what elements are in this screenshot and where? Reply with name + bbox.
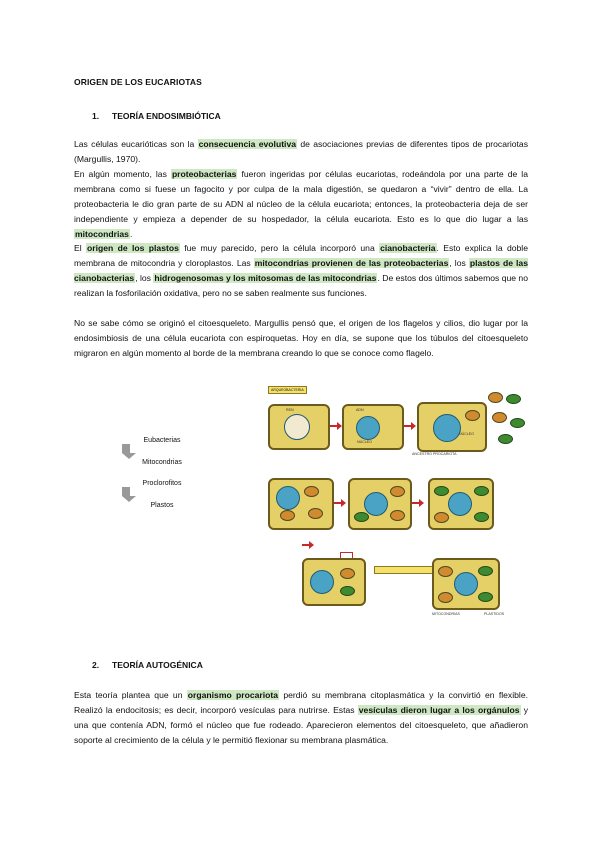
text-run: . De estos dos últimos sabemos que no realizan la fosforilación oxidativa, pero no se saben realmente sus funciones. bbox=[74, 273, 528, 298]
plastid bbox=[506, 394, 521, 404]
nucleus bbox=[310, 570, 334, 594]
dna-region bbox=[284, 414, 310, 440]
plastid bbox=[340, 586, 355, 596]
text-run: de asociaciones previas de diferentes tipos de procariotas (Margullis, 1970). bbox=[74, 139, 529, 164]
text-run: . Esto explica la doble membrana de mitocondria y cloroplastos. Las bbox=[74, 243, 528, 268]
text-run: y una que contenía ADN, formó el núcleo que fue rodeado. Aparecieron elementos del citoesqueleto, que añadieron soporte al crecimiento de la célula y le permitió flexionar su membrana plasmática. bbox=[74, 705, 528, 745]
mitochondrion bbox=[280, 510, 295, 521]
cell-3 bbox=[417, 402, 487, 452]
nucleus bbox=[276, 486, 300, 510]
section2-paragraph-1 bbox=[74, 688, 528, 748]
text-run: fue muy parecido, pero la célula incorporó una bbox=[179, 243, 380, 253]
text-run: Las células eucarióticas son la bbox=[74, 139, 198, 149]
mitochondrion bbox=[465, 410, 480, 421]
figure-label-nucleo-2: NÚCLEO bbox=[459, 432, 474, 436]
nucleus bbox=[454, 572, 478, 596]
section1-paragraph-2 bbox=[74, 167, 528, 242]
highlighted-term: plastos de las cianobacterias bbox=[74, 258, 528, 283]
figure-label-arqueo: ARQUEOBACTERIA bbox=[268, 386, 307, 394]
cell-7 bbox=[302, 558, 366, 606]
nucleus bbox=[364, 492, 388, 516]
origin-flow-diagram bbox=[122, 437, 202, 509]
highlighted-term: hidrogenosomas y los mitosomas de las mitocondrias bbox=[154, 273, 377, 283]
section2-title: TEORÍA AUTOGÉNICA bbox=[112, 660, 203, 670]
cell-4 bbox=[268, 478, 334, 530]
flow-eubacterias: Eubacterias bbox=[143, 437, 181, 444]
flow-arrow-2 bbox=[122, 487, 202, 502]
flow-arrow-1 bbox=[122, 444, 202, 459]
plastid bbox=[434, 486, 449, 496]
figure-label-nucleo-1: NÚCLEO bbox=[357, 440, 372, 444]
figure-label-plastidos: PLASTIDOS bbox=[484, 612, 505, 616]
text-run: perdió su membrana citoplasmática y la convirtió en flexible. Realizó la endocitosis; es decir, incorporó vesículas para nutrirse. Estas bbox=[74, 690, 528, 715]
text-run: El bbox=[74, 243, 86, 253]
flow-proclorofitos: Proclorofitos bbox=[142, 480, 182, 487]
plastid bbox=[478, 566, 493, 576]
nucleus bbox=[448, 492, 472, 516]
section2-heading bbox=[92, 660, 203, 670]
figure-label-mitocondrias: MITOCONDRIAS bbox=[432, 612, 460, 616]
mitochondrion bbox=[488, 392, 503, 403]
figure-arrow bbox=[404, 425, 412, 427]
endosymbiosis-figure bbox=[262, 382, 532, 622]
flow-mitocondrias: Mitocondrias bbox=[142, 459, 182, 466]
mitochondrion bbox=[390, 510, 405, 521]
text-run: fueron ingeridas por células eucariotas, rodeándola por una parte de la membrana como si fuese un fagocito y por culpa de la mala digestión, se quedaron a “vivir” dentro de ella. La proteobacteria le dio gran parte de su ADN al núcleo de la célula eucariota; entonces, la proteobacteria deja de ser independiente y empieza a depender de su hospedador, la célula eucariota. Esto es lo que dio lugar a las bbox=[74, 169, 528, 224]
mitochondrion bbox=[434, 512, 449, 523]
cell-1 bbox=[268, 404, 330, 450]
text-run: . bbox=[129, 229, 133, 239]
mitochondrion bbox=[492, 412, 507, 423]
highlighted-term: organismo procariota bbox=[187, 690, 279, 700]
figure-label-adn: ADN bbox=[356, 408, 364, 412]
mitochondrion bbox=[390, 486, 405, 497]
section1-title: TEORÍA ENDOSIMBIÓTICA bbox=[112, 111, 221, 121]
cell-5 bbox=[348, 478, 412, 530]
text-run: , los bbox=[135, 273, 154, 283]
highlighted-term: mitocondrias provienen de las proteobacterias bbox=[254, 258, 449, 268]
plastid bbox=[510, 418, 525, 428]
nucleus bbox=[433, 414, 461, 442]
mitochondrion bbox=[438, 566, 453, 577]
text-run: Esta teoría plantea que un bbox=[74, 690, 187, 700]
mitochondrion bbox=[438, 592, 453, 603]
nucleus bbox=[356, 416, 380, 440]
cell-2 bbox=[342, 404, 404, 450]
plastid bbox=[474, 512, 489, 522]
highlighted-term: origen de los plastos bbox=[87, 243, 179, 253]
text-run: No se sabe cómo se originó el citoesqueleto. Margullis pensó que, el origen de los flagelos y cilios, dio lugar por la endosimbiosis de una célula eucariota con espiroquetas. Hoy en día, se supone que los túbulos del citoesqueleto migraron en algún momento al borde de la membrana creando lo que se conoce como flagelo. bbox=[74, 318, 528, 358]
figure-arrow bbox=[412, 502, 420, 504]
page-title: ORIGEN DE LOS EUCARIOTAS bbox=[74, 77, 202, 87]
cell-8 bbox=[432, 558, 500, 610]
mitochondrion bbox=[304, 486, 319, 497]
text-run: En algún momento, las bbox=[74, 169, 171, 179]
mitochondrion bbox=[340, 568, 355, 579]
figure-label-ren: REN bbox=[286, 408, 294, 412]
figure-arrow bbox=[330, 425, 338, 427]
text-run: , los bbox=[449, 258, 469, 268]
cell-6 bbox=[428, 478, 494, 530]
highlighted-term: proteobacterias bbox=[171, 169, 237, 179]
section1-paragraph-4 bbox=[74, 316, 528, 361]
highlighted-term: cianobacteria bbox=[380, 243, 436, 253]
highlighted-term: consecuencia evolutiva bbox=[198, 139, 297, 149]
section2-number: 2. bbox=[92, 660, 100, 670]
figure-arrow bbox=[302, 544, 310, 546]
section1-paragraph-3 bbox=[74, 241, 528, 301]
section1-heading bbox=[92, 111, 221, 121]
highlighted-term: vesículas dieron lugar a los orgánulos bbox=[358, 705, 520, 715]
figure-arrow bbox=[334, 502, 342, 504]
plastid bbox=[498, 434, 513, 444]
plastid bbox=[354, 512, 369, 522]
section1-number: 1. bbox=[92, 111, 100, 121]
plastid bbox=[478, 592, 493, 602]
highlighted-term: mitocondrias bbox=[75, 229, 129, 239]
section1-paragraph-1 bbox=[74, 137, 528, 167]
plastid bbox=[474, 486, 489, 496]
mitochondrion bbox=[308, 508, 323, 519]
flow-plastos: Plastos bbox=[150, 502, 174, 509]
figure-tag bbox=[374, 566, 438, 574]
figure-label-ancestro: ANCESTRO PROCARIOTA bbox=[412, 452, 457, 456]
